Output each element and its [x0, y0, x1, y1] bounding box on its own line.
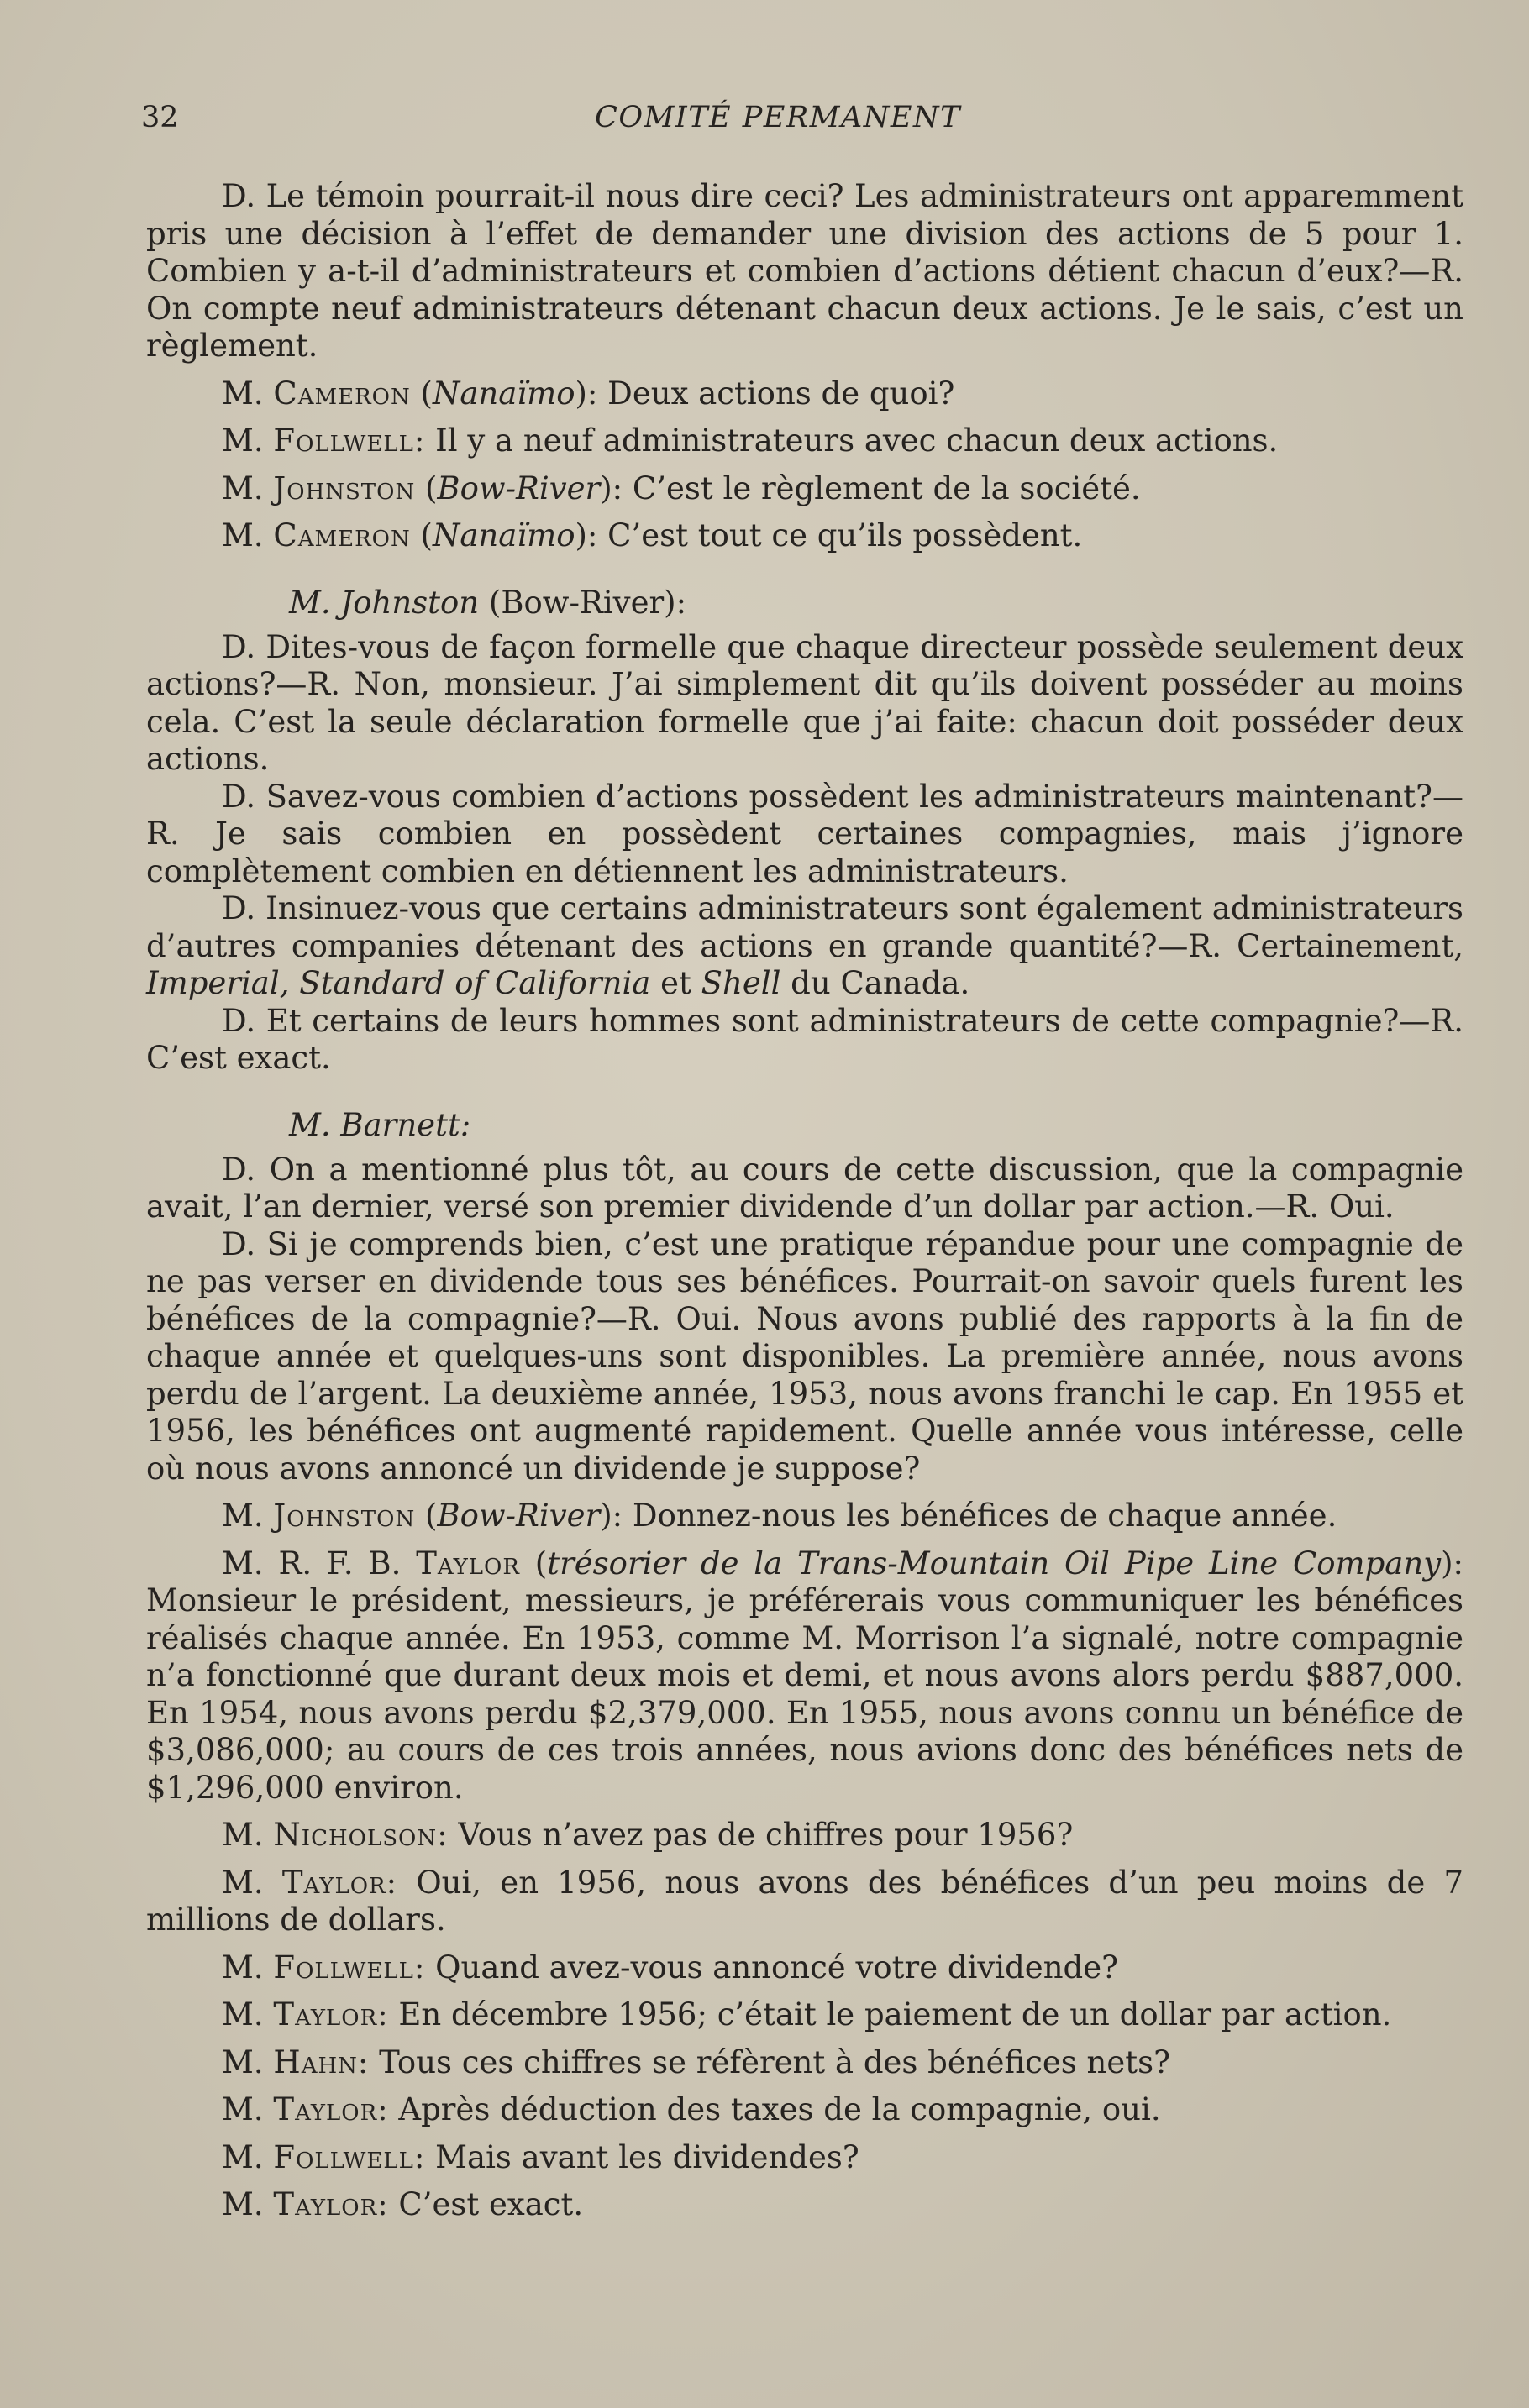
page-body	[146, 178, 1463, 2224]
dialogue-line: M. Taylor: Après déduction des taxes de la compagnie, oui.	[222, 2091, 1161, 2127]
section-heading	[146, 1106, 1463, 1145]
paragraph: D. Insinuez-vous que certains administrateurs sont également administrateurs d’autres companies détenant des actions en grande quantité?—R. Certainement, Imperial, Standard of California et Shell du Canada.	[146, 890, 1463, 1001]
speaker-name: Taylor	[416, 1545, 520, 1582]
speaker-name: Follwell:	[273, 2138, 426, 2175]
speaker-name: Taylor:	[281, 1864, 398, 1901]
speaker-name: Taylor:	[273, 2186, 389, 2222]
dialogue-line: M. R. F. B. Taylor (trésorier de la Trans-Mountain Oil Pipe Line Company): Monsieur le président, messieurs, je préférerais vous communiquer les bénéfices réalisés chaque année. En 1953, comme M. Morrison l’a signalé, notre compagnie n’a fonctionné que durant deux mois et demi, et nous avons alors perdu $887,000. En 1954, nous avons perdu $2,379,000. En 1955, nous avons connu un bénéfice de $3,086,000; au cours de ces trois années, nous avions donc des bénéfices nets de $1,296,000 environ.	[146, 1545, 1463, 1806]
dialogue-text: C’est tout ce qu’ils possèdent.	[607, 517, 1083, 553]
dialogue-text: Après déduction des taxes de la compagnie, oui.	[398, 2091, 1161, 2127]
dialogue-line: M. Johnston (Bow-River): Donnez-nous les bénéfices de chaque année.	[222, 1498, 1337, 1534]
paragraph: D. Si je comprends bien, c’est une pratique répandue pour une compagnie de ne pas verser en dividende tous ses bénéfices. Pourrait-on savoir quels furent les bénéfices de la compagnie?—R. Oui. Nous avons publié des rapports à la fin de chaque année et quelques-uns sont disponibles. La première année, nous avons perdu de l’argent. La deuxième année, 1953, nous avons franchi le cap. En 1955 et 1956, les bénéfices ont augmenté rapidement. Quelle année vous intéresse, celle où nous avons annoncé un dividende je suppose?	[146, 1225, 1463, 1487]
speaker-affiliation: Bow-River	[437, 1498, 601, 1534]
speaker-name: Taylor:	[273, 2091, 389, 2127]
dialogue-text: Tous ces chiffres se réfèrent à des bénéfices nets?	[379, 2043, 1170, 2080]
dialogue-text: Il y a neuf administrateurs avec chacun deux actions.	[435, 422, 1279, 459]
dialogue-text: Oui, en 1956, nous avons des bénéfices d’un peu moins de 7 millions de dollars.	[146, 1864, 1463, 1938]
speaker-name: Johnston	[273, 1498, 416, 1534]
page-number: 32	[141, 101, 179, 134]
speaker-name: Follwell:	[273, 422, 426, 459]
section-heading: M. Johnston (Bow-River):	[289, 584, 687, 621]
paragraph: D. Dites-vous de façon formelle que chaque directeur possède seulement deux actions?—R. Non, monsieur. J’ai simplement dit qu’ils doivent posséder au moins cela. C’est la seule déclaration formelle que j’ai faite: chacun doit posséder deux actions.	[146, 628, 1463, 777]
running-head: COMITÉ PERMANENT	[595, 101, 961, 134]
speaker-name: Follwell:	[273, 1949, 426, 1986]
dialogue-line: M. Taylor: C’est exact.	[222, 2186, 584, 2222]
speaker-affiliation: Bow-River	[437, 470, 601, 506]
page-header	[141, 101, 1465, 143]
dialogue-line: M. Taylor: Oui, en 1956, nous avons des bénéfices d’un peu moins de 7 millions de dollars.	[146, 1864, 1463, 1938]
speaker-name: Cameron	[273, 517, 411, 553]
questioner-name: M. Barnett:	[289, 1106, 471, 1143]
questioner-name: M. Johnston	[289, 584, 480, 621]
dialogue-text: Vous n’avez pas de chiffres pour 1956?	[458, 1817, 1074, 1853]
dialogue-line: M. Follwell: Il y a neuf administrateurs avec chacun deux actions.	[222, 422, 1279, 459]
dialogue-text: Deux actions de quoi?	[607, 375, 955, 412]
speaker-name: Cameron	[273, 375, 411, 412]
paragraph: D. Le témoin pourrait-il nous dire ceci? Les administrateurs ont apparemment pris une décision à l’effet de demander une division des actions de 5 pour 1. Combien y a-t-il d’administrateurs et combien d’actions détient chacun d’eux?—R. On compte neuf administrateurs détenant chacun deux actions. Je le sais, c’est un règlement.	[146, 178, 1463, 364]
dialogue-line: M. Follwell: Quand avez-vous annoncé votre dividende?	[222, 1949, 1118, 1986]
speaker-affiliation: trésorier de la Trans-Mountain Oil Pipe Line Company	[547, 1545, 1442, 1582]
dialogue-line: M. Cameron (Nanaïmo): C’est tout ce qu’ils possèdent.	[222, 517, 1083, 553]
speaker-name: Nicholson:	[273, 1817, 449, 1853]
dialogue-text: Quand avez-vous annoncé votre dividende?	[435, 1949, 1118, 1986]
dialogue-line: M. Taylor: En décembre 1956; c’était le paiement de un dollar par action.	[222, 1996, 1392, 2033]
speaker-affiliation: Nanaïmo	[432, 375, 575, 412]
speaker-affiliation: Nanaïmo	[432, 517, 575, 553]
dialogue-text: Monsieur le président, messieurs, je préférerais vous communiquer les bénéfices réalisés chaque année. En 1953, comme M. Morrison l’a signalé, notre compagnie n’a fonctionné que durant deux mois et demi, et nous avons alors perdu $887,000. En 1954, nous avons perdu $2,379,000. En 1955, nous avons connu un bénéfice de $3,086,000; au cours de ces trois années, nous avions donc des bénéfices nets de $1,296,000 environ.	[146, 1582, 1463, 1806]
dialogue-line: M. Johnston (Bow-River): C’est le règlement de la société.	[222, 470, 1141, 506]
dialogue-text: En décembre 1956; c’était le paiement de un dollar par action.	[398, 1996, 1392, 2033]
dialogue-text: Donnez-nous les bénéfices de chaque année.	[632, 1498, 1337, 1534]
dialogue-line: M. Nicholson: Vous n’avez pas de chiffres pour 1956?	[222, 1817, 1074, 1853]
dialogue-text: C’est exact.	[398, 2186, 584, 2222]
dialogue-text: Mais avant les dividendes?	[435, 2138, 859, 2175]
paragraph: D. On a mentionné plus tôt, au cours de cette discussion, que la compagnie avait, l’an dernier, versé son premier dividende d’un dollar par action.—R. Oui.	[146, 1151, 1463, 1225]
dialogue-text: C’est le règlement de la société.	[632, 470, 1141, 506]
speaker-name: Johnston	[273, 470, 416, 506]
dialogue-line: M. Hahn: Tous ces chiffres se réfèrent à des bénéfices nets?	[222, 2043, 1170, 2080]
paragraph: D. Et certains de leurs hommes sont administrateurs de cette compagnie?—R. C’est exact.	[146, 1002, 1463, 1076]
paragraph: D. Savez-vous combien d’actions possèdent les administrateurs maintenant?—R. Je sais combien en possèdent certaines compagnies, mais j’ignore complètement combien en détiennent les administrateurs.	[146, 778, 1463, 889]
speaker-name: Taylor:	[273, 1996, 389, 2033]
speaker-name: Hahn:	[273, 2043, 370, 2080]
dialogue-line: M. Follwell: Mais avant les dividendes?	[222, 2138, 859, 2175]
dialogue-line: M. Cameron (Nanaïmo): Deux actions de quoi?	[222, 375, 955, 412]
